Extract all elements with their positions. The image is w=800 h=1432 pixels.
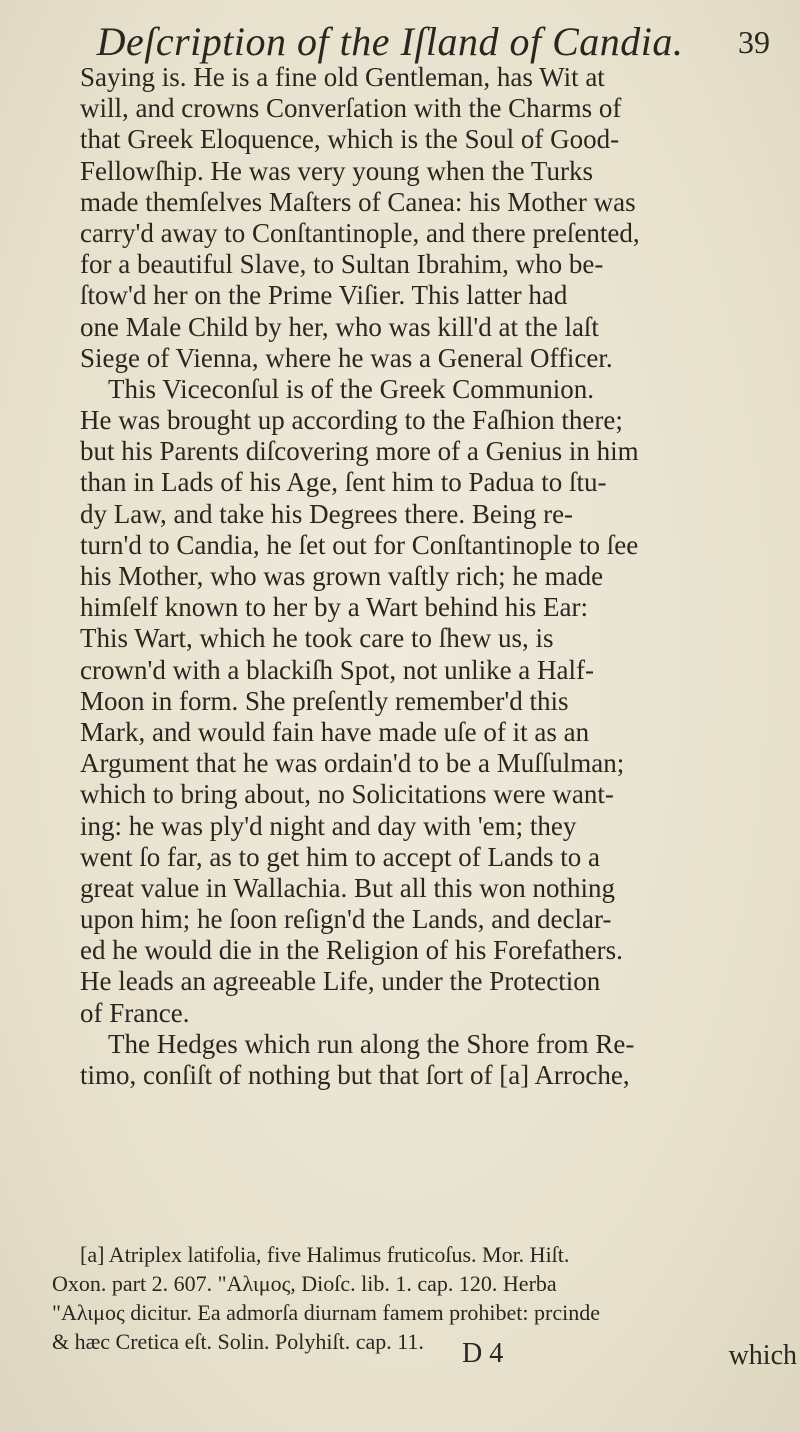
footnote-line: Oxon. part 2. 607. "Αλιμος, Dioſc. lib. 1. cap. 120. Herba bbox=[52, 1271, 557, 1296]
text-line: one Male Child by her, who was kill'd at the laſt bbox=[80, 311, 599, 342]
text-line: Saying is. He is a fine old Gentleman, has Wit at bbox=[80, 62, 605, 92]
text-line: which to bring about, no Solicitations were want- bbox=[80, 779, 614, 810]
text-line: timo, conſiſt of nothing but that ſort of [a] Arroche, bbox=[80, 1060, 630, 1090]
text-line: ed he would die in the Religion of his Forefathers. bbox=[80, 935, 623, 966]
text-line: This Wart, which he took care to ſhew us, is bbox=[80, 623, 554, 654]
text-line: ſtow'd her on the Prime Viſier. This latter had bbox=[80, 280, 568, 311]
text-line: Mark, and would fain have made uſe of it as an bbox=[80, 716, 590, 747]
text-line: of France. bbox=[80, 997, 190, 1028]
running-title: Deſcription of the Iſland of Candia. bbox=[96, 19, 684, 64]
footnote-line: & hæc Cretica eſt. Solin. Polyhiſt. cap. 11. bbox=[52, 1329, 424, 1354]
text-line: than in Lads of his Age, ſent him to Padua to ſtu- bbox=[80, 467, 607, 498]
text-line: that Greek Eloquence, which is the Soul of Good- bbox=[80, 124, 620, 155]
text-line: went ſo far, as to get him to accept of Lands to a bbox=[80, 841, 601, 872]
page-number: 39 bbox=[738, 24, 770, 60]
text-line: dy Law, and take his Degrees there. Being re- bbox=[80, 498, 574, 529]
footnote-line: [a] Atriplex latifolia, five Halimus fruticoſus. Mor. Hiſt. bbox=[80, 1242, 570, 1267]
text-line: ing: he was ply'd night and day with 'em; they bbox=[80, 810, 577, 841]
text-line: upon him; he ſoon reſign'd the Lands, and declar- bbox=[80, 904, 612, 935]
signature-mark: D 4 bbox=[462, 1338, 504, 1369]
text-line: This Viceconſul is of the Greek Communion. bbox=[108, 373, 595, 404]
text-line: Siege of Vienna, where he was a General Officer. bbox=[80, 342, 613, 373]
text-line: for a beautiful Slave, to Sultan Ibrahim, who be- bbox=[80, 249, 604, 280]
catchword: which bbox=[728, 1340, 797, 1371]
text-line: The Hedges which run along the Shore from Re- bbox=[108, 1028, 635, 1059]
text-line: will, and crowns Converſation with the Charms of bbox=[80, 93, 622, 124]
text-line: crown'd with a blackiſh Spot, not unlike a Half- bbox=[80, 654, 595, 685]
text-line: carry'd away to Conſtantinople, and there preſented, bbox=[80, 217, 640, 248]
text-line: Argument that he was ordain'd to be a Muſſulman; bbox=[80, 748, 625, 779]
body-text bbox=[52, 62, 797, 1091]
text-line: He leads an agreeable Life, under the Protection bbox=[80, 966, 601, 997]
text-line: his Mother, who was grown vaſtly rich; he made bbox=[80, 561, 604, 591]
text-line: himſelf known to her by a Wart behind his Ear: bbox=[80, 592, 588, 623]
text-line: Moon in form. She preſently remember'd this bbox=[80, 685, 569, 716]
text-line: great value in Wallachia. But all this won nothing bbox=[80, 872, 615, 903]
footnote-line: "Αλιμος dicitur. Ea admorſa diurnam famem prohibet: prcinde bbox=[52, 1300, 600, 1325]
text-line: but his Parents diſcovering more of a Genius in him bbox=[80, 436, 639, 467]
text-line: turn'd to Candia, he ſet out for Conſtantinople to ſee bbox=[80, 529, 639, 560]
page-footer bbox=[52, 1338, 797, 1378]
text-line: He was brought up according to the Faſhion there; bbox=[80, 405, 623, 436]
text-line: Fellowſhip. He was very young when the Turks bbox=[80, 155, 593, 186]
text-line: made themſelves Maſters of Canea: his Mother was bbox=[80, 186, 636, 217]
page-header bbox=[80, 18, 770, 68]
